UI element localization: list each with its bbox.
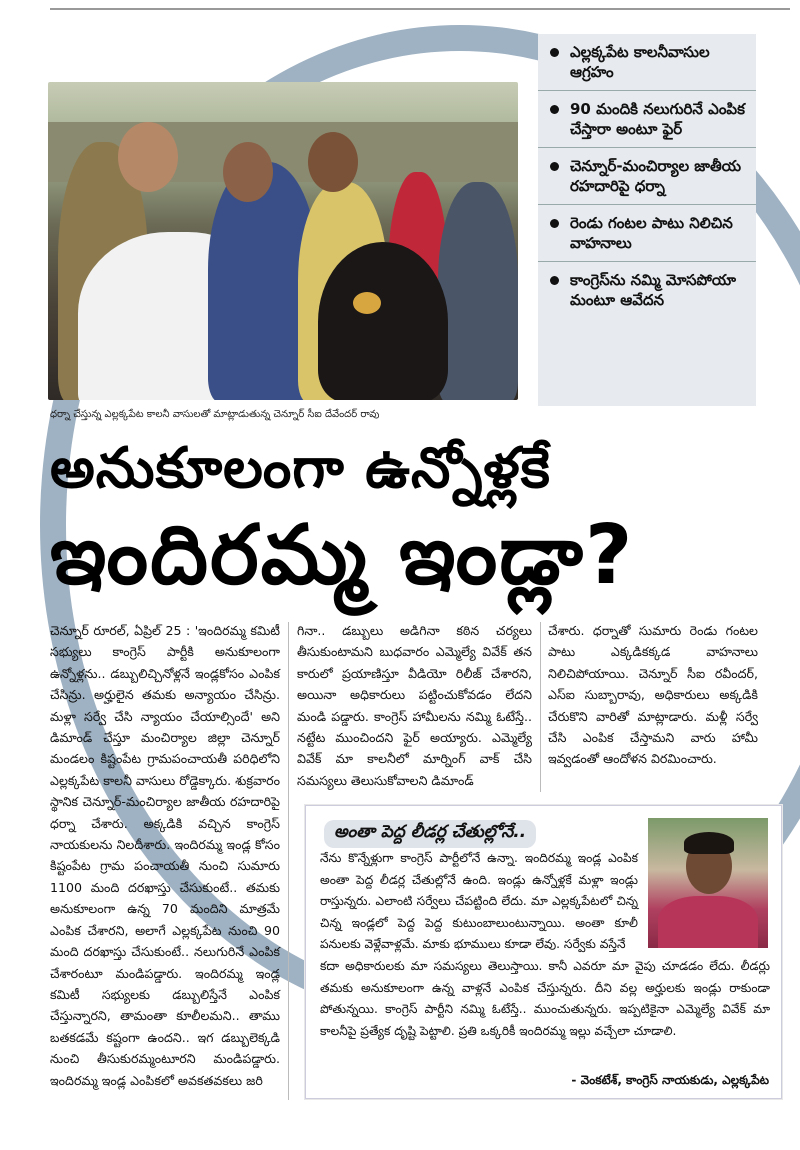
article-column-1: చెన్నూర్ రూరల్, ఏప్రిల్ 25 : 'ఇందిరమ్మ కమిటీ సభ్యులు కాంగ్రెస్ పార్టీకి అనుకూలంగా ఉన్నోళ్లను.. డబ్బులిచ్చినోళ్లనే ఇండ్లకోసం ఎంపిక చేసిన్రు. అర్హులైన తమకు అన్యాయం చేసిన్రు. మళ్లా సర్వే చేసి న్యాయం చేయాల్సిందే' అని డిమాండ్ చేస్తూ మంచిర్యాల జిల్లా చెన్నూర్ మండలం కిష్టంపేట గ్రామపంచాయతీ పరిధిలోని ఎల్లక్కపేట కాలనీ వాసులు రోడ్డెక్కారు. శుక్రవారం స్థానిక చెన్నూర్-మంచిర్యాల జాతీయ రహదారిపై ధర్నా చేశారు. అక్కడికి వచ్చిన కాంగ్రెస్ నాయకులను నిలదీశారు. ఇందిరమ్మ ఇండ్ల కోసం కిష్టంపేట గ్రామ పంచాయతీ నుంచి సుమారు 1100 మంది దరఖాస్తు చేసుకుంటే.. తమకు అనుకూలంగా ఉన్న 70 మందిని మాత్రమే ఎంపిక చేశారని, అలాగే ఎల్లక్కపేట నుంచి 90 మంది దరఖాస్తు చేసుకుంటే.. నలుగురినే ఎంపిక చేశారంటూ మండిపడ్డారు. ఇందిరమ్మ ఇండ్ల కమిటీ సభ్యులకు డబ్బులిస్తేనే ఎంపిక చేస్తున్నారని, తామంతా కూలీలమని.. తాము బతకడమే కష్టంగా ఉందని.. ఇగ డబ్బులెక్కడి నుంచి తీసుకురమ్మంటూరని మండిపడ్డారు. ఇందిరమ్మ ఇండ్ల ఎంపికలో అవకతవకలు జరి — [50, 623, 280, 1088]
top-rule — [50, 8, 790, 10]
news-photo — [48, 82, 518, 400]
article-column-3: చేశారు. ధర్నాతో సుమారు రెండు గంటల పాటు ఎక్కడికక్కడ వాహనాలు నిలిచిపోయాయి. చెన్నూర్ సీఐ రవీందర్, ఎస్ఐ సుబ్బారావు, అధికారులు అక్కడికి చేరుకొని వారితో మాట్లాడారు. మళ్లీ సర్వే చేసి ఎంపిక చేస్తామని వారు హామీ ఇవ్వడంతో ఆందోళన విరమించారు. — [548, 623, 758, 767]
column-divider — [540, 622, 541, 792]
highlight-item: కాంగ్రెస్‌ను నమ్మి మోసపోయా మంటూ ఆవేదన — [538, 262, 756, 318]
bullet-icon — [550, 48, 559, 57]
highlights-panel — [538, 34, 756, 406]
quote-body: నేను కొన్నేళ్లుగా కాంగ్రెస్ పార్టీలోనే ఉన్నా. ఇందిరమ్మ ఇండ్ల ఎంపిక అంతా పెద్ద లీడర్ల చేతుల్లోనే ఉంది. ఇండ్లు ఉన్నోళ్లకే మళ్లా ఇండ్లు రాస్తున్నరు. ఎలాంటి సర్వేలు చేపట్టింది లేదు. మా ఎల్లక్కపేటలో చిన్న చిన్న ఇండ్లలో పెద్ద పెద్ద కుటుంబాలుంటున్నాయి. అంతా కూలీ పనులకు వెళ్లేవాళ్లమే. మాకు భూములు కూడా లేవు. సర్వేకు వస్తేనే — [320, 851, 638, 952]
column-divider — [288, 622, 289, 1100]
highlight-item: 90 మందికి నలుగురినే ఎంపిక చేస్తారా అంటూ ఫైర్ — [538, 91, 756, 148]
highlight-item: రెండు గంటల పాటు నిలిచిన వాహనాలు — [538, 205, 756, 262]
quote-title: అంతా పెద్ద లీడర్ల చేతుల్లోనే.. — [324, 820, 536, 848]
quote-signature: - వెంకటేశ్, కాంగ్రెస్ నాయకుడు, ఎల్లక్కపేట — [571, 1073, 769, 1087]
highlight-item: ఎల్లక్కపేట కాలనీవాసుల ఆగ్రహం — [538, 34, 756, 91]
bullet-icon — [550, 219, 559, 228]
article-column-2: గినా.. డబ్బులు అడిగినా కఠిన చర్యలు తీసుకుంటామని బుధవారం ఎమ్మెల్యే వివేక్ తన కారులో ప్రయాణిస్తూ వీడియో రిలీజ్ చేశారని, అయినా అధికారులు పట్టించుకోవడం లేదని మండి పడ్డారు. కాంగ్రెస్ హామీలను నమ్మి ఓటేస్తే.. నట్టేట ముంచిందని ఫైర్ అయ్యారు. ఎమ్మెల్యే వివేక్ మా కాలనీలో మార్నింగ్ వాక్ చేసి సమస్యలు తెలుసుకోవాలని డిమాండ్ — [297, 623, 532, 788]
highlight-item: చెన్నూర్-మంచిర్యాల జాతీయ రహదారిపై ధర్నా — [538, 148, 756, 205]
speaker-portrait — [648, 818, 768, 948]
photo-caption: ధర్నా చేస్తున్న ఎల్లక్కపేట కాలనీ వాసులతో మాట్లాడుతున్న చెన్నూర్ సీఐ దేవేందర్ రావు — [50, 409, 380, 420]
bullet-icon — [550, 162, 559, 171]
headline-line-2: ఇందిరమ్మ ఇండ్లా? — [50, 508, 635, 603]
headline-line-1: అనుకూలంగా ఉన్నోళ్లకే — [50, 436, 551, 501]
bullet-icon — [550, 105, 559, 114]
bullet-icon — [550, 276, 559, 285]
quote-body-continued: కదా అధికారులకు మా సమస్యలు తెలుస్తాయి. కానీ ఎవరూ మా వైపు చూడడం లేదు. లీడర్లు తమకు అనుకూలంగా ఉన్న వాళ్లనే ఎంపిక చేస్తున్నరు. దీని వల్ల అర్హులకు ఇండ్లు రాకుండా పోతున్నయి. కాంగ్రెస్ పార్టీని నమ్మి ఓటేస్తే.. ముంచుతున్నరు. ఇప్పటికైనా ఎమ్మెల్యే వివేక్ మా కాలనీపై ప్రత్యేక దృష్టి పెట్టాలి. ప్రతి ఒక్కరికీ ఇందిరమ్మ ఇల్లు వచ్చేలా చూడాలి. — [320, 959, 770, 1038]
quote-box — [305, 805, 782, 1099]
